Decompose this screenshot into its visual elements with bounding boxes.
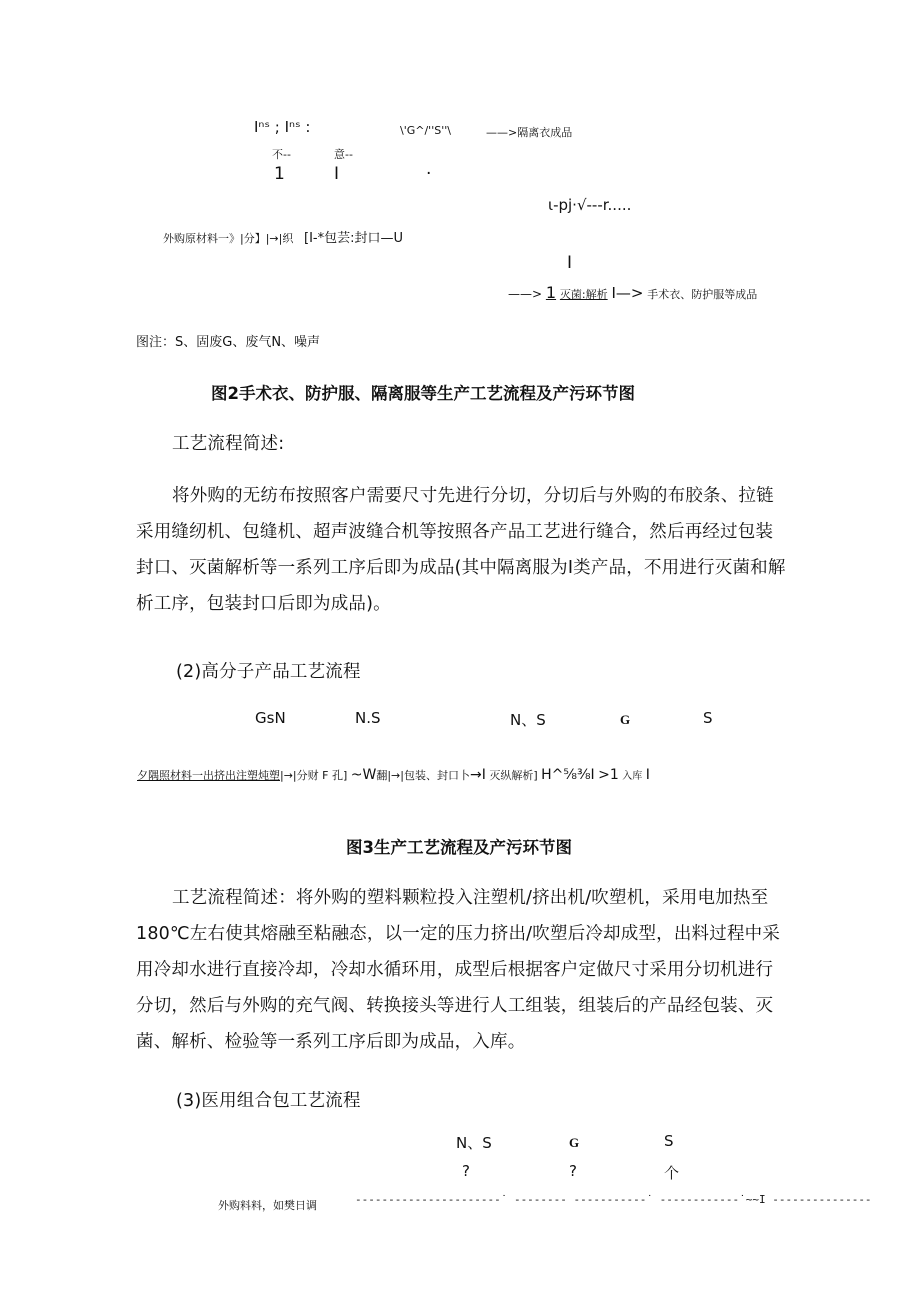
fig3-flow-arrow: →I: [469, 767, 486, 783]
fig2-arrow-isolation: ——>隔离衣成品: [486, 126, 573, 139]
fig3-flow-cut: |→|分财 F 孔]: [280, 769, 348, 782]
fig4-dashes: ----------------------˙ -------- -----------˙ ------------˙~~I ---------------: [355, 1193, 872, 1206]
fig4-label-s: S: [664, 1132, 674, 1150]
section1-paragraph: 将外购的无纺布按照客户需要尺寸先进行分切，分切后与外购的布胶条、拉链采用缝纫机、包缝机、超声波缝合机等按照各产品工艺进行缝合，然后再经过包装封口、灭菌解析等一系列工序后即为成品(其中隔离服为I类产品，不用进行灭菌和解析工序，包装封口后即为成品)。: [136, 486, 786, 614]
fig2-scribble: ι-pj·√---r.....: [548, 196, 632, 214]
fig3-label-g: G: [620, 712, 631, 727]
fig4-label-n-s: N、S: [456, 1134, 492, 1152]
section2-heading: (2)高分子产品工艺流程: [176, 662, 361, 682]
fig2-raw-line: 外购原材料一》|分】|→|织: [163, 232, 294, 245]
section3-paragraph: 工艺流程简述：将外购的塑料颗粒投入注塑机/挤出机/吹塑机，采用电加热至180℃左右使其熔融至粘融态，以一定的压力挤出/吹塑后冷却成型，出料过程中采用冷却水进行直接冷却，冷却水循环用，成型后根据客户定做尺寸采用分切机进行分切，然后与外购的充气阀、转换接头等进行人工组装，组装后的产品经包装、灭菌、解析、检验等一系列工序后即为成品，入库。: [136, 888, 781, 1052]
section1-heading: 工艺流程简述:: [172, 434, 285, 454]
fig3-flow-one: >1: [598, 767, 619, 783]
fig2-sterile-line: ——>: [508, 287, 543, 301]
fig3-label-ns: N.S: [355, 709, 381, 727]
fig2-sterile-tail: I—>: [611, 284, 644, 302]
fig3-flow-raw: 夕隅照材料一出挤出注塑炖塑: [137, 769, 280, 782]
fig3-flow-pack: |→|包装、封口卜: [387, 769, 470, 782]
fig3-flow-sterile: 灭纵解析]: [489, 769, 538, 782]
fig2-not-label: 不--: [272, 148, 291, 161]
fig2-title: 图2手术衣、防护服、隔离服等生产工艺流程及产污环节图: [211, 384, 635, 403]
fig3-label-s: S: [703, 709, 713, 727]
fig2-top-marks: Iⁿˢ ; Iⁿˢ :: [254, 118, 311, 136]
fig2-intent-label: 意--: [334, 148, 353, 161]
fig2-g-marks: \'G^/''S''\: [400, 124, 451, 137]
fig2-bar-2: I: [567, 253, 573, 273]
fig2-sterile-one: 1: [545, 283, 557, 302]
fig3-flow: [137, 767, 650, 783]
fig4-mark-1: ?: [462, 1162, 470, 1180]
fig3-flow-store: 入库: [622, 771, 643, 782]
fig3-flow-w: ~W: [350, 767, 377, 783]
fig2-sterile-out: 手术衣、防护服等成品: [647, 288, 758, 301]
fig2-pack-seal: [I-*包芸:封口—U: [304, 231, 403, 246]
section4-heading: (3)医用组合包工艺流程: [176, 1091, 361, 1111]
fig3-flow-fan: 翻: [376, 769, 388, 782]
fig3-flow-end: I: [645, 767, 650, 783]
fig4-mark-2: ?: [569, 1162, 577, 1180]
fig4-mark-3: 个: [664, 1164, 680, 1182]
fig4-label-g: G: [569, 1135, 580, 1150]
fig2-sterile-row: [508, 283, 757, 302]
figure-legend: 图注：S、固废G、废气N、噪声: [136, 335, 321, 350]
fig2-dot: ·: [426, 164, 432, 184]
fig3-label-gsn: GsN: [255, 709, 286, 727]
fig2-sterile-box: 灭菌:解析: [559, 288, 608, 301]
fig4-raw: 外购料料，如樊日调: [218, 1199, 317, 1212]
fig3-flow-h: H^⅝⅜I: [541, 767, 595, 783]
fig3-label-n-s: N、S: [510, 711, 546, 729]
fig2-one: 1: [274, 164, 285, 184]
fig3-title: 图3生产工艺流程及产污环节图: [346, 838, 572, 857]
fig2-bar: I: [334, 164, 340, 184]
